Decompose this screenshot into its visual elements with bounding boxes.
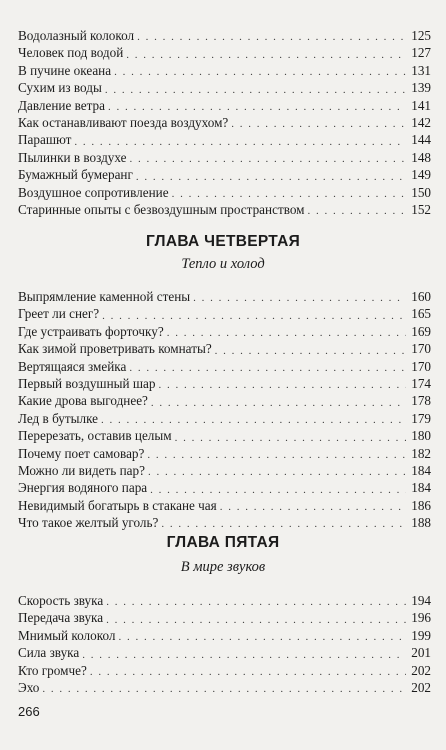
toc-entry bbox=[18, 201, 431, 218]
dot-leader bbox=[220, 500, 406, 514]
toc-entry bbox=[18, 184, 431, 201]
dot-leader bbox=[215, 344, 406, 358]
toc-entry-title: Старинные опыты с безвоздушным пространством bbox=[18, 201, 305, 217]
toc-entry bbox=[18, 166, 431, 183]
dot-leader bbox=[161, 517, 406, 531]
toc-entry bbox=[18, 462, 431, 479]
chapter-5-subtitle: В мире звуков bbox=[180, 559, 266, 575]
toc-entry-title: Кто громче? bbox=[18, 662, 87, 678]
chapter-5-heading: ГЛАВА ПЯТАЯ bbox=[166, 534, 280, 551]
toc-entry bbox=[18, 627, 431, 644]
dot-leader bbox=[136, 170, 406, 184]
toc-entry bbox=[18, 609, 431, 626]
toc-entry bbox=[18, 375, 431, 392]
toc-entry-title: Человек под водой bbox=[18, 45, 124, 61]
toc-entry-title: Лед в бутылке bbox=[18, 410, 98, 426]
toc-entry-page: 194 bbox=[411, 592, 431, 608]
toc-entry-title: Где устраивать форточку? bbox=[18, 323, 164, 339]
toc-entry-title: Почему поет самовар? bbox=[18, 445, 145, 461]
dot-leader bbox=[106, 613, 406, 627]
dot-leader bbox=[147, 448, 406, 462]
toc-entry bbox=[18, 288, 431, 305]
toc-entry-title: Водолазный колокол bbox=[18, 27, 135, 43]
toc-entry-title: Сила звука bbox=[18, 645, 80, 661]
toc-entry-page: 186 bbox=[411, 497, 431, 513]
toc-entry bbox=[18, 445, 431, 462]
toc-entry bbox=[18, 340, 431, 357]
dot-leader bbox=[126, 48, 406, 62]
dot-leader bbox=[193, 291, 406, 305]
toc-entry bbox=[18, 497, 431, 514]
dot-leader bbox=[114, 65, 406, 79]
toc-entry-title: Пылинки в воздухе bbox=[18, 149, 127, 165]
toc-entry bbox=[18, 644, 431, 661]
toc-entry-page: 202 bbox=[411, 662, 431, 678]
dot-leader bbox=[106, 595, 406, 609]
toc-entry bbox=[18, 149, 431, 166]
toc-entry-page: 179 bbox=[411, 410, 431, 426]
toc-entry-title: Как зимой проветривать комнаты? bbox=[18, 341, 212, 357]
dot-leader bbox=[105, 83, 406, 97]
dot-leader bbox=[42, 682, 406, 696]
toc-entry-title: Можно ли видеть пар? bbox=[18, 462, 145, 478]
toc-entry-title: Бумажный бумеранг bbox=[18, 167, 133, 183]
toc-entry-title: Что такое желтый уголь? bbox=[18, 515, 159, 531]
dot-leader bbox=[150, 483, 406, 497]
toc-entry-page: 149 bbox=[411, 167, 431, 183]
dot-leader bbox=[167, 326, 406, 340]
toc-entry-title: Первый воздушный шар bbox=[18, 375, 156, 391]
toc-entry-page: 202 bbox=[411, 679, 431, 695]
toc-entry-page: 199 bbox=[411, 627, 431, 643]
toc-entry-title: В пучине океана bbox=[18, 62, 112, 78]
toc-entry-title: Давление ветра bbox=[18, 97, 105, 113]
toc-section-chapter-5 bbox=[18, 592, 431, 696]
toc-entry bbox=[18, 79, 431, 96]
toc-entry-title: Невидимый богатырь в стакане чая bbox=[18, 497, 217, 513]
toc-section-chapter-4 bbox=[18, 288, 431, 531]
toc-entry-title: Скорость звука bbox=[18, 592, 104, 608]
toc-entry-title: Воздушное сопротивление bbox=[18, 184, 169, 200]
dot-leader bbox=[175, 431, 406, 445]
dot-leader bbox=[102, 309, 406, 323]
toc-entry-page: 127 bbox=[411, 45, 431, 61]
toc-entry-page: 142 bbox=[411, 114, 431, 130]
toc-entry-page: 125 bbox=[411, 27, 431, 43]
toc-entry-title: Передача звука bbox=[18, 610, 104, 626]
toc-entry bbox=[18, 131, 431, 148]
toc-entry bbox=[18, 662, 431, 679]
toc-entry-title: Какие дрова выгоднее? bbox=[18, 393, 148, 409]
toc-entry-page: 188 bbox=[411, 515, 431, 531]
toc-entry-page: 182 bbox=[411, 445, 431, 461]
dot-leader bbox=[90, 665, 406, 679]
toc-entry bbox=[18, 427, 431, 444]
toc-entry-page: 174 bbox=[411, 375, 431, 391]
toc-entry bbox=[18, 44, 431, 61]
dot-leader bbox=[101, 413, 406, 427]
toc-entry-title: Сухим из воды bbox=[18, 80, 102, 96]
dot-leader bbox=[137, 30, 406, 44]
dot-leader bbox=[172, 187, 406, 201]
toc-entry-page: 139 bbox=[411, 80, 431, 96]
toc-entry bbox=[18, 410, 431, 427]
toc-entry-page: 144 bbox=[411, 132, 431, 148]
toc-entry bbox=[18, 592, 431, 609]
toc-entry bbox=[18, 392, 431, 409]
toc-entry bbox=[18, 479, 431, 496]
toc-entry-page: 165 bbox=[411, 306, 431, 322]
chapter-4-heading: ГЛАВА ЧЕТВЕРТАЯ bbox=[145, 233, 301, 250]
toc-entry-title: Выпрямление каменной стены bbox=[18, 288, 191, 304]
dot-leader bbox=[74, 135, 406, 149]
dot-leader bbox=[108, 100, 406, 114]
toc-entry bbox=[18, 679, 431, 696]
toc-section-chapter-3-end bbox=[18, 27, 431, 218]
toc-entry bbox=[18, 323, 431, 340]
chapter-4-subtitle: Тепло и холод bbox=[181, 256, 265, 272]
toc-entry bbox=[18, 97, 431, 114]
toc-entry-title: Вертящаяся змейка bbox=[18, 358, 127, 374]
toc-entry-title: Мнимый колокол bbox=[18, 627, 116, 643]
toc-entry-page: 160 bbox=[411, 288, 431, 304]
page-number: 266 bbox=[18, 704, 40, 719]
dot-leader bbox=[129, 361, 406, 375]
toc-entry-title: Как останавливают поезда воздухом? bbox=[18, 114, 229, 130]
dot-leader bbox=[148, 465, 406, 479]
toc-entry-page: 141 bbox=[411, 97, 431, 113]
toc-entry-title: Греет ли снег? bbox=[18, 306, 100, 322]
toc-entry bbox=[18, 358, 431, 375]
toc-entry-title: Парашют bbox=[18, 132, 72, 148]
toc-entry bbox=[18, 62, 431, 79]
toc-entry-title: Перерезать, оставив целым bbox=[18, 428, 172, 444]
dot-leader bbox=[118, 630, 406, 644]
toc-entry-page: 152 bbox=[411, 201, 431, 217]
toc-entry bbox=[18, 114, 431, 131]
toc-entry bbox=[18, 514, 431, 531]
toc-entry-page: 178 bbox=[411, 393, 431, 409]
toc-entry-page: 131 bbox=[411, 62, 431, 78]
dot-leader bbox=[151, 396, 406, 410]
toc-entry-page: 170 bbox=[411, 358, 431, 374]
toc-entry-page: 196 bbox=[411, 610, 431, 626]
toc-entry-page: 180 bbox=[411, 428, 431, 444]
dot-leader bbox=[158, 378, 406, 392]
toc-entry-page: 201 bbox=[411, 645, 431, 661]
dot-leader bbox=[130, 152, 407, 166]
toc-entry bbox=[18, 305, 431, 322]
dot-leader bbox=[308, 204, 406, 218]
dot-leader bbox=[82, 648, 406, 662]
toc-entry-page: 169 bbox=[411, 323, 431, 339]
toc-entry-page: 148 bbox=[411, 149, 431, 165]
toc-entry-title: Энергия водяного пара bbox=[18, 480, 148, 496]
toc-entry-page: 150 bbox=[411, 184, 431, 200]
toc-entry-page: 184 bbox=[411, 480, 431, 496]
toc-entry-page: 184 bbox=[411, 462, 431, 478]
dot-leader bbox=[231, 117, 406, 131]
toc-entry-title: Эхо bbox=[18, 679, 40, 695]
toc-entry-page: 170 bbox=[411, 341, 431, 357]
toc-entry bbox=[18, 27, 431, 44]
